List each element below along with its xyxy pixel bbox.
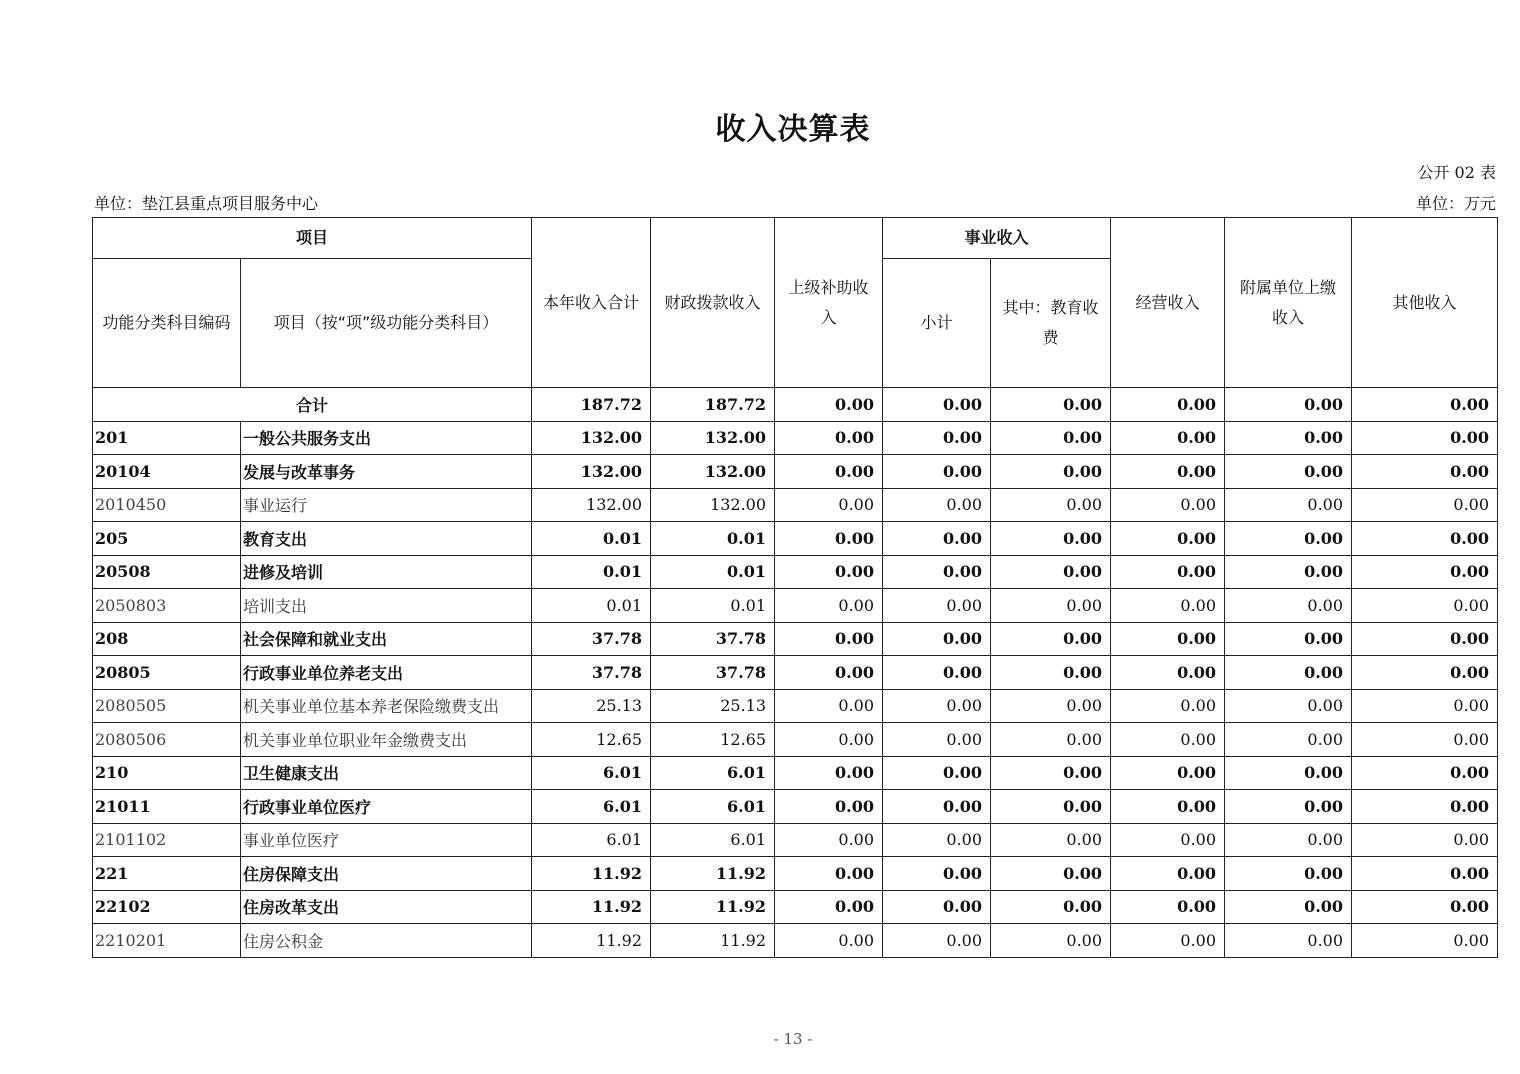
row-value: 0.00 xyxy=(775,455,883,489)
row-value: 0.00 xyxy=(991,622,1111,656)
row-value: 0.00 xyxy=(775,857,883,891)
row-value: 0.01 xyxy=(651,589,775,623)
total-value: 0.00 xyxy=(991,388,1111,422)
row-name: 住房公积金 xyxy=(241,924,532,958)
row-value: 0.00 xyxy=(883,790,991,824)
row-value: 0.00 xyxy=(883,823,991,857)
table-row xyxy=(93,890,1498,924)
table-row xyxy=(93,857,1498,891)
row-value: 0.00 xyxy=(1111,689,1225,723)
row-value: 0.00 xyxy=(883,890,991,924)
row-name: 事业单位医疗 xyxy=(241,823,532,857)
row-value: 0.00 xyxy=(1352,488,1498,522)
row-value: 0.00 xyxy=(1111,589,1225,623)
table-row xyxy=(93,924,1498,958)
row-name: 培训支出 xyxy=(241,589,532,623)
row-value: 0.00 xyxy=(1225,723,1352,757)
row-code: 205 xyxy=(93,522,241,556)
row-value: 0.00 xyxy=(1352,723,1498,757)
row-value: 0.00 xyxy=(883,723,991,757)
table-row xyxy=(93,790,1498,824)
total-row xyxy=(93,388,1498,422)
header-item: 项目 xyxy=(93,218,532,259)
row-value: 0.00 xyxy=(1225,455,1352,489)
row-name: 卫生健康支出 xyxy=(241,756,532,790)
row-value: 0.00 xyxy=(1111,488,1225,522)
row-value: 0.00 xyxy=(775,723,883,757)
row-value: 0.00 xyxy=(775,689,883,723)
total-value: 187.72 xyxy=(651,388,775,422)
row-code: 20104 xyxy=(93,455,241,489)
row-value: 0.00 xyxy=(1352,823,1498,857)
organization-unit: 单位：垫江县重点项目服务中心 xyxy=(94,194,319,213)
row-name: 住房改革支出 xyxy=(241,890,532,924)
row-value: 0.00 xyxy=(991,455,1111,489)
header-name: 项目（按“项”级功能分类科目） xyxy=(241,259,532,388)
row-value: 0.01 xyxy=(532,589,651,623)
row-value: 0.00 xyxy=(775,488,883,522)
row-value: 0.00 xyxy=(1111,823,1225,857)
row-value: 0.00 xyxy=(775,421,883,455)
table-row xyxy=(93,522,1498,556)
total-value: 0.00 xyxy=(1111,388,1225,422)
row-value: 0.00 xyxy=(1225,924,1352,958)
row-value: 0.00 xyxy=(883,689,991,723)
row-value: 0.00 xyxy=(1111,656,1225,690)
row-value: 0.00 xyxy=(775,656,883,690)
table-row xyxy=(93,421,1498,455)
row-value: 0.00 xyxy=(1225,823,1352,857)
row-value: 0.00 xyxy=(991,823,1111,857)
row-value: 0.00 xyxy=(883,756,991,790)
row-value: 0.00 xyxy=(775,924,883,958)
row-value: 12.65 xyxy=(532,723,651,757)
row-value: 0.00 xyxy=(1352,890,1498,924)
row-value: 0.00 xyxy=(1111,622,1225,656)
row-value: 0.00 xyxy=(1225,656,1352,690)
row-value: 0.00 xyxy=(883,656,991,690)
row-value: 0.00 xyxy=(991,689,1111,723)
row-value: 0.00 xyxy=(1352,689,1498,723)
row-name: 教育支出 xyxy=(241,522,532,556)
table-number: 公开 02 表 xyxy=(1417,163,1496,182)
row-value: 132.00 xyxy=(532,488,651,522)
total-value: 0.00 xyxy=(1225,388,1352,422)
currency-unit: 单位：万元 xyxy=(1415,194,1496,213)
table-row xyxy=(93,555,1498,589)
row-value: 11.92 xyxy=(651,857,775,891)
row-code: 208 xyxy=(93,622,241,656)
header-operating: 经营收入 xyxy=(1111,218,1225,388)
table-row xyxy=(93,589,1498,623)
row-value: 25.13 xyxy=(651,689,775,723)
table-row xyxy=(93,656,1498,690)
row-code: 221 xyxy=(93,857,241,891)
header-edu-fee: 其中：教育收费 xyxy=(991,259,1111,388)
row-value: 0.00 xyxy=(1225,589,1352,623)
table-row xyxy=(93,823,1498,857)
row-value: 0.00 xyxy=(991,857,1111,891)
row-name: 行政事业单位养老支出 xyxy=(241,656,532,690)
page-number: - 13 - xyxy=(773,1030,813,1048)
row-value: 0.00 xyxy=(1225,522,1352,556)
row-value: 0.01 xyxy=(651,555,775,589)
row-value: 0.01 xyxy=(532,555,651,589)
row-value: 37.78 xyxy=(532,622,651,656)
row-value: 0.00 xyxy=(883,857,991,891)
row-code: 20508 xyxy=(93,555,241,589)
row-name: 机关事业单位职业年金缴费支出 xyxy=(241,723,532,757)
row-value: 0.00 xyxy=(991,522,1111,556)
row-value: 0.01 xyxy=(532,522,651,556)
row-value: 0.00 xyxy=(1225,421,1352,455)
row-value: 0.00 xyxy=(883,455,991,489)
row-value: 0.00 xyxy=(1352,555,1498,589)
row-code: 2050803 xyxy=(93,589,241,623)
row-name: 机关事业单位基本养老保险缴费支出 xyxy=(241,689,532,723)
row-value: 0.00 xyxy=(1352,589,1498,623)
row-value: 0.00 xyxy=(1111,522,1225,556)
row-value: 0.00 xyxy=(1225,756,1352,790)
row-code: 2080505 xyxy=(93,689,241,723)
row-value: 0.00 xyxy=(883,488,991,522)
row-code: 20805 xyxy=(93,656,241,690)
row-value: 0.00 xyxy=(775,555,883,589)
row-value: 0.00 xyxy=(883,522,991,556)
row-value: 0.00 xyxy=(991,723,1111,757)
total-value: 0.00 xyxy=(775,388,883,422)
row-value: 0.00 xyxy=(775,790,883,824)
total-label: 合计 xyxy=(93,388,532,422)
row-value: 0.00 xyxy=(883,924,991,958)
row-value: 37.78 xyxy=(532,656,651,690)
header-code: 功能分类科目编码 xyxy=(93,259,241,388)
total-value: 0.00 xyxy=(883,388,991,422)
row-value: 0.00 xyxy=(1111,924,1225,958)
income-table xyxy=(92,217,1498,958)
row-value: 0.00 xyxy=(1225,790,1352,824)
row-value: 37.78 xyxy=(651,656,775,690)
row-value: 0.00 xyxy=(1111,421,1225,455)
row-value: 0.00 xyxy=(883,421,991,455)
row-code: 2080506 xyxy=(93,723,241,757)
row-value: 0.00 xyxy=(1352,622,1498,656)
row-value: 37.78 xyxy=(651,622,775,656)
row-value: 0.00 xyxy=(775,890,883,924)
row-value: 0.00 xyxy=(1352,455,1498,489)
row-value: 0.00 xyxy=(1352,857,1498,891)
row-value: 0.00 xyxy=(1111,857,1225,891)
row-value: 6.01 xyxy=(651,756,775,790)
header-total: 本年收入合计 xyxy=(532,218,651,388)
table-row xyxy=(93,689,1498,723)
table-row xyxy=(93,723,1498,757)
row-value: 0.00 xyxy=(1111,455,1225,489)
row-value: 0.00 xyxy=(1111,890,1225,924)
row-name: 进修及培训 xyxy=(241,555,532,589)
row-value: 132.00 xyxy=(651,488,775,522)
row-value: 0.00 xyxy=(991,656,1111,690)
row-value: 25.13 xyxy=(532,689,651,723)
row-value: 6.01 xyxy=(532,823,651,857)
row-value: 0.00 xyxy=(883,555,991,589)
row-value: 0.00 xyxy=(1225,689,1352,723)
row-name: 事业运行 xyxy=(241,488,532,522)
row-code: 21011 xyxy=(93,790,241,824)
row-value: 0.00 xyxy=(1225,555,1352,589)
row-value: 11.92 xyxy=(651,924,775,958)
total-value: 0.00 xyxy=(1352,388,1498,422)
row-value: 0.00 xyxy=(1225,622,1352,656)
row-value: 0.01 xyxy=(651,522,775,556)
row-code: 2210201 xyxy=(93,924,241,958)
row-value: 6.01 xyxy=(532,790,651,824)
row-value: 0.00 xyxy=(1352,656,1498,690)
row-value: 11.92 xyxy=(532,857,651,891)
row-value: 0.00 xyxy=(1352,756,1498,790)
row-value: 0.00 xyxy=(1225,488,1352,522)
table-row xyxy=(93,622,1498,656)
row-value: 11.92 xyxy=(651,890,775,924)
row-value: 132.00 xyxy=(651,455,775,489)
row-code: 2010450 xyxy=(93,488,241,522)
row-value: 0.00 xyxy=(1111,555,1225,589)
row-value: 132.00 xyxy=(532,455,651,489)
row-value: 0.00 xyxy=(991,890,1111,924)
row-value: 11.92 xyxy=(532,924,651,958)
row-name: 住房保障支出 xyxy=(241,857,532,891)
row-value: 0.00 xyxy=(1225,890,1352,924)
table-row xyxy=(93,488,1498,522)
row-value: 0.00 xyxy=(1352,924,1498,958)
row-value: 6.01 xyxy=(651,790,775,824)
row-value: 0.00 xyxy=(775,522,883,556)
row-value: 0.00 xyxy=(991,790,1111,824)
total-value: 187.72 xyxy=(532,388,651,422)
header-business: 事业收入 xyxy=(883,218,1111,259)
row-value: 0.00 xyxy=(883,589,991,623)
header-affiliate: 附属单位上缴收入 xyxy=(1225,218,1352,388)
row-code: 201 xyxy=(93,421,241,455)
row-value: 0.00 xyxy=(775,622,883,656)
row-value: 11.92 xyxy=(532,890,651,924)
row-name: 社会保障和就业支出 xyxy=(241,622,532,656)
row-value: 0.00 xyxy=(991,488,1111,522)
row-value: 0.00 xyxy=(883,622,991,656)
row-value: 0.00 xyxy=(991,555,1111,589)
header-fiscal: 财政拨款收入 xyxy=(651,218,775,388)
row-value: 0.00 xyxy=(991,924,1111,958)
row-value: 6.01 xyxy=(532,756,651,790)
row-value: 0.00 xyxy=(1225,857,1352,891)
row-value: 0.00 xyxy=(991,421,1111,455)
header-other: 其他收入 xyxy=(1352,218,1498,388)
row-value: 0.00 xyxy=(775,756,883,790)
row-value: 0.00 xyxy=(1111,756,1225,790)
header-subtotal: 小计 xyxy=(883,259,991,388)
page-title: 收入决算表 xyxy=(715,112,871,147)
row-name: 一般公共服务支出 xyxy=(241,421,532,455)
row-value: 0.00 xyxy=(1352,522,1498,556)
row-value: 0.00 xyxy=(1111,723,1225,757)
row-value: 0.00 xyxy=(1352,790,1498,824)
row-value: 0.00 xyxy=(1352,421,1498,455)
row-name: 发展与改革事务 xyxy=(241,455,532,489)
row-value: 0.00 xyxy=(991,589,1111,623)
row-value: 132.00 xyxy=(532,421,651,455)
row-name: 行政事业单位医疗 xyxy=(241,790,532,824)
row-value: 12.65 xyxy=(651,723,775,757)
row-value: 0.00 xyxy=(775,823,883,857)
row-value: 0.00 xyxy=(991,756,1111,790)
header-subsidy: 上级补助收入 xyxy=(775,218,883,388)
row-code: 22102 xyxy=(93,890,241,924)
row-code: 210 xyxy=(93,756,241,790)
row-code: 2101102 xyxy=(93,823,241,857)
row-value: 132.00 xyxy=(651,421,775,455)
table-row xyxy=(93,455,1498,489)
row-value: 0.00 xyxy=(775,589,883,623)
row-value: 6.01 xyxy=(651,823,775,857)
row-value: 0.00 xyxy=(1111,790,1225,824)
table-row xyxy=(93,756,1498,790)
